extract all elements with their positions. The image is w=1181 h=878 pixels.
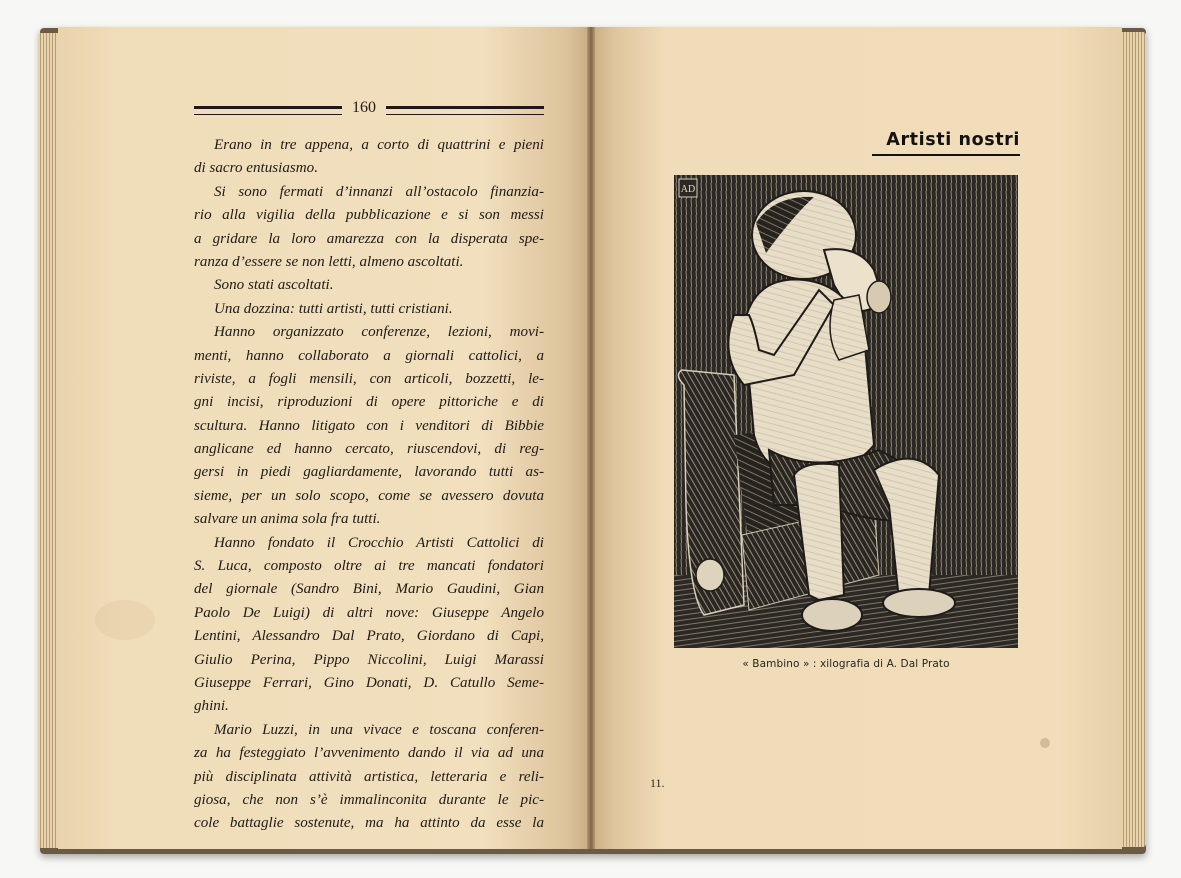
text-line: sieme, per un solo scopo, come se avessero dovuta bbox=[194, 487, 544, 504]
text-line: giosa, che non s’è immalinconita durante le pic- bbox=[194, 791, 544, 808]
header-rule-left bbox=[194, 106, 342, 115]
text-line: a gridare la loro amarezza con la disperata spe- bbox=[194, 230, 544, 247]
paper-stain bbox=[95, 600, 155, 640]
left-page-edges bbox=[38, 33, 60, 848]
text-line: Giulio Perina, Pippo Niccolini, Luigi Marassi bbox=[194, 651, 544, 668]
woodcut-illustration bbox=[674, 175, 1018, 648]
text-line: scultura. Hanno litigato con i venditori di Bibbie bbox=[194, 417, 544, 434]
text-line: Paolo De Luigi) di altri nove: Giuseppe Angelo bbox=[194, 604, 544, 621]
text-line: gersi in piedi gagliardamente, lavorando tutti as- bbox=[194, 464, 544, 481]
text-line: Hanno fondato il Crocchio Artisti Cattolici di bbox=[214, 534, 544, 551]
text-line: za ha festeggiato l’avvenimento dando il via ad una bbox=[194, 745, 544, 762]
text-line: ranza d’essere se non letti, almeno ascoltati. bbox=[194, 253, 464, 270]
text-line: Hanno organizzato conferenze, lezioni, movi- bbox=[214, 324, 544, 341]
text-line: gni incisi, riproduzioni di opere pittoriche e di bbox=[194, 394, 544, 411]
text-line: di sacro entusiasmo. bbox=[194, 160, 318, 177]
text-line: più disciplinata attività artistica, letteraria e reli- bbox=[194, 768, 544, 785]
text-line: anglicane ed hanno cercato, riuscendovi, di reg- bbox=[194, 441, 544, 458]
text-line: salvare un anima sola fra tutti. bbox=[194, 511, 381, 528]
book-gutter bbox=[587, 27, 595, 849]
text-line: Si sono fermati d’innanzi all’ostacolo finanzia- bbox=[214, 183, 544, 200]
text-line: menti, hanno collaborato a giornali cattolici, a bbox=[194, 347, 544, 364]
running-head bbox=[194, 99, 544, 121]
text-line: rio alla vigilia della pubblicazione e si son messi bbox=[194, 207, 544, 224]
header-rule-right bbox=[386, 106, 544, 115]
text-line: S. Luca, composto oltre ai tre mancati fondatori bbox=[194, 558, 544, 575]
text-line: Una dozzina: tutti artisti, tutti cristiani. bbox=[214, 300, 453, 317]
page-number: 160 bbox=[352, 99, 376, 116]
body-text bbox=[194, 134, 544, 836]
section-title: Artisti nostri bbox=[886, 130, 1020, 150]
text-line: ghini. bbox=[194, 698, 229, 715]
section-title-underline bbox=[872, 154, 1020, 156]
signature-mark: 11. bbox=[650, 776, 665, 790]
woodcut-monogram: AD bbox=[680, 184, 696, 195]
text-line: Giuseppe Ferrari, Gino Donati, D. Catullo Seme- bbox=[194, 674, 544, 691]
right-page-edges bbox=[1120, 32, 1146, 847]
paper-stain bbox=[1040, 738, 1050, 748]
text-line: Erano in tre appena, a corto di quattrini e pieni bbox=[214, 137, 544, 153]
text-line: cole battaglie sostenute, ma ha attinto da esse la bbox=[194, 815, 544, 832]
text-line: Lentini, Alessandro Dal Prato, Giordano di Capi, bbox=[194, 628, 544, 645]
text-line: riviste, a fogli mensili, con articoli, bozzetti, le- bbox=[194, 370, 544, 387]
text-line: Sono stati ascoltati. bbox=[214, 277, 334, 294]
text-line: Mario Luzzi, in una vivace e toscana conferen- bbox=[214, 721, 544, 738]
text-line: del giornale (Sandro Bini, Mario Gaudini, Gian bbox=[194, 581, 544, 598]
illustration-caption: « Bambino » : xilografia di A. Dal Prato bbox=[742, 658, 950, 670]
